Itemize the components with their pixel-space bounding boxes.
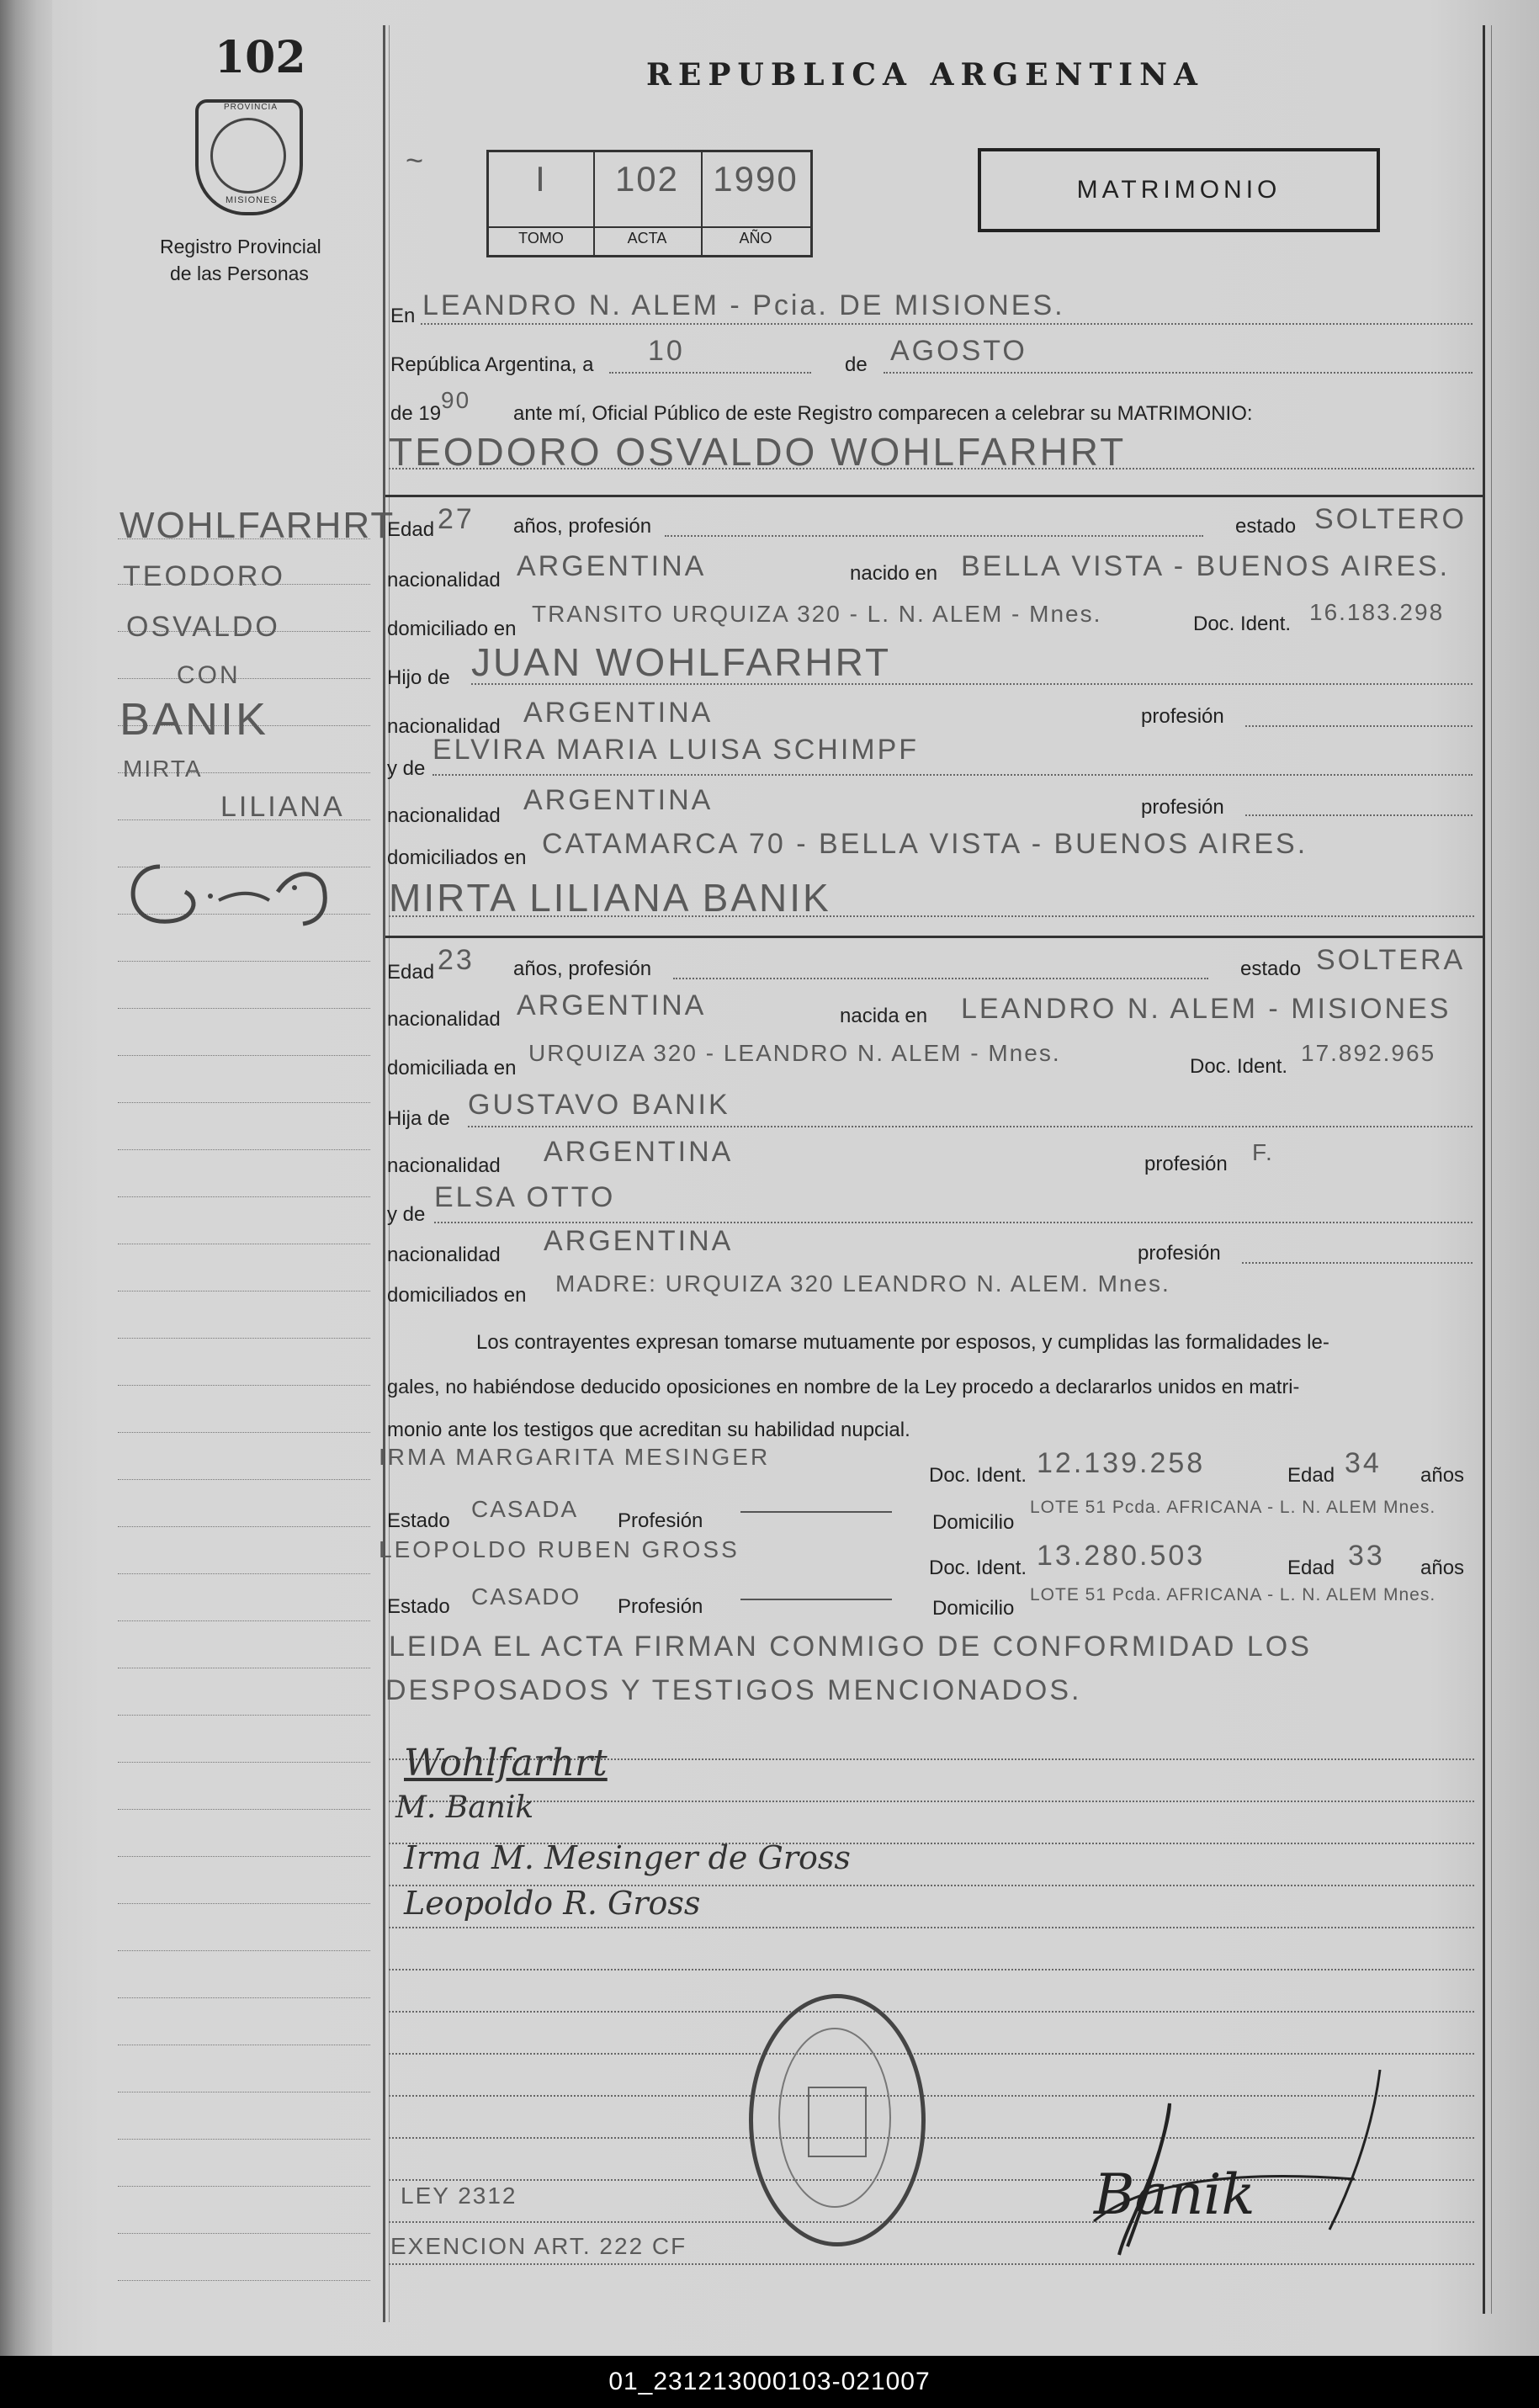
acta-cell bbox=[593, 152, 703, 255]
witness1-edad-label: Edad bbox=[1287, 1464, 1335, 1487]
de-label: de bbox=[845, 353, 868, 376]
witness2-domicilio-label: Domicilio bbox=[932, 1597, 1015, 1620]
ruled-line bbox=[389, 2011, 1474, 2013]
year-prefix: de 19 bbox=[390, 402, 442, 425]
groom-father-nac: ARGENTINA bbox=[523, 697, 714, 729]
bride-mother-prof-label: profesión bbox=[1138, 1242, 1221, 1265]
groom-section-divider bbox=[385, 495, 1484, 497]
margin-line bbox=[118, 1762, 370, 1763]
margin-line bbox=[118, 1291, 370, 1292]
bride-yde-label: y de bbox=[387, 1203, 426, 1226]
acta-label: ACTA bbox=[627, 230, 667, 247]
margin-line bbox=[118, 1997, 370, 1998]
bride-parents-dom: MADRE: URQUIZA 320 LEANDRO N. ALEM. Mnes. bbox=[555, 1270, 1170, 1297]
groom-father-nac-label: nacionalidad bbox=[387, 715, 501, 738]
bride-estado: SOLTERA bbox=[1316, 944, 1466, 976]
republica-label: República Argentina, a bbox=[390, 353, 594, 376]
groom-parents-dom: CATAMARCA 70 - BELLA VISTA - BUENOS AIRES. bbox=[542, 828, 1308, 860]
anio-label: AÑO bbox=[739, 230, 772, 247]
record-number-box bbox=[486, 150, 813, 257]
registry-name-2: de las Personas bbox=[170, 263, 309, 284]
witness2-age: 33 bbox=[1348, 1540, 1385, 1572]
right-border-line-inner bbox=[1491, 25, 1492, 2314]
witness1-profesion-label: Profesión bbox=[618, 1509, 703, 1532]
day-line bbox=[609, 372, 811, 374]
bride-domicilio: URQUIZA 320 - LEANDRO N. ALEM - Mnes. bbox=[528, 1040, 1061, 1066]
day-value: 10 bbox=[648, 335, 685, 367]
bride-edad-label: Edad bbox=[387, 961, 435, 984]
margin-surname-groom: WOHLFARHRT bbox=[119, 505, 395, 546]
margin-line bbox=[118, 1620, 370, 1621]
margin-line bbox=[118, 1196, 370, 1197]
signature-witness1: Irma M. Mesinger de Gross bbox=[404, 1839, 851, 1876]
bride-birthplace: LEANDRO N. ALEM - MISIONES bbox=[961, 993, 1451, 1025]
groom-doc-label: Doc. Ident. bbox=[1193, 613, 1292, 635]
margin-line bbox=[118, 1479, 370, 1480]
margin-line bbox=[118, 1055, 370, 1056]
margin-line bbox=[118, 1526, 370, 1527]
bride-mother-prof-line bbox=[1242, 1262, 1473, 1264]
en-label: En bbox=[390, 305, 416, 327]
book-binding bbox=[0, 0, 52, 2356]
groom-yde-label: y de bbox=[387, 757, 426, 780]
margin-line bbox=[118, 1102, 370, 1103]
month-line bbox=[884, 372, 1473, 374]
margin-line bbox=[118, 1385, 370, 1386]
closing-line-2: DESPOSADOS Y TESTIGOS MENCIONADOS. bbox=[385, 1674, 1082, 1706]
bride-father-nac: ARGENTINA bbox=[544, 1136, 734, 1168]
witness1-doc: 12.139.258 bbox=[1037, 1447, 1206, 1479]
logo-text-bottom: MISIONES bbox=[226, 195, 278, 205]
margin-line bbox=[118, 1573, 370, 1574]
place-line bbox=[421, 323, 1473, 325]
bride-father-nac-label: nacionalidad bbox=[387, 1154, 501, 1177]
witness2-estado: CASADO bbox=[471, 1583, 581, 1610]
witness2-doc-label: Doc. Ident. bbox=[929, 1557, 1027, 1579]
margin-line bbox=[118, 2233, 370, 2234]
bride-profesion-label: años, profesión bbox=[513, 957, 652, 980]
place-value: LEANDRO N. ALEM - Pcia. DE MISIONES. bbox=[422, 289, 1065, 321]
groom-father-prof-label: profesión bbox=[1141, 705, 1224, 728]
groom-estado: SOLTERO bbox=[1314, 503, 1467, 535]
witness2-doc: 13.280.503 bbox=[1037, 1540, 1206, 1572]
witness1-doc-label: Doc. Ident. bbox=[929, 1464, 1027, 1487]
bride-section-divider bbox=[385, 936, 1484, 938]
bride-nacionalidad: ARGENTINA bbox=[517, 989, 707, 1021]
groom-mother-nac-label: nacionalidad bbox=[387, 804, 501, 827]
margin-surname-bride: BANIK bbox=[119, 694, 269, 745]
witness1-age: 34 bbox=[1345, 1447, 1382, 1479]
groom-profesion-label: años, profesión bbox=[513, 515, 652, 538]
margin-fold-line bbox=[383, 25, 385, 2322]
official-signature-flourish-icon bbox=[1077, 2053, 1430, 2272]
margin-line bbox=[118, 1903, 370, 1904]
groom-full-name: TEODORO OSVALDO WOHLFARHRT bbox=[389, 430, 1127, 474]
bride-father-line bbox=[468, 1126, 1473, 1127]
anio-value: 1990 bbox=[713, 159, 799, 199]
groom-doc: 16.183.298 bbox=[1309, 599, 1445, 625]
bride-father-prof: F. bbox=[1252, 1139, 1274, 1165]
witness1-name: IRMA MARGARITA MESINGER bbox=[379, 1444, 771, 1470]
bride-mother-nac: ARGENTINA bbox=[544, 1225, 734, 1257]
tomo-label: TOMO bbox=[518, 230, 564, 247]
bride-mother-nac-label: nacionalidad bbox=[387, 1244, 501, 1266]
groom-nacionalidad: ARGENTINA bbox=[517, 550, 707, 582]
groom-hijo-label: Hijo de bbox=[387, 666, 450, 689]
groom-nacionalidad-label: nacionalidad bbox=[387, 569, 501, 591]
margin-name-bride-1: MIRTA bbox=[123, 756, 203, 782]
bride-nacida-label: nacida en bbox=[840, 1005, 928, 1027]
intro-text: ante mí, Oficial Público de este Registro comparecen a celebrar su MATRIMONIO: bbox=[513, 402, 1253, 425]
groom-birthplace: BELLA VISTA - BUENOS AIRES. bbox=[961, 550, 1451, 582]
page-number: 102 bbox=[215, 32, 306, 83]
witness2-edad-label: Edad bbox=[1287, 1557, 1335, 1579]
ruled-line bbox=[389, 1801, 1474, 1802]
margin-name-groom-2: OSVALDO bbox=[126, 611, 280, 643]
bride-parents-dom-label: domiciliados en bbox=[387, 1284, 527, 1307]
margin-name-bride-2: LILIANA bbox=[220, 791, 345, 823]
declaration-line-1: Los contrayentes expresan tomarse mutuamente por esposos, y cumplidas las formalidades le- bbox=[476, 1331, 1329, 1354]
margin-line bbox=[118, 1008, 370, 1009]
bride-name-line bbox=[389, 915, 1474, 917]
country-title: REPUBLICA ARGENTINA bbox=[646, 57, 1204, 93]
witness2-domicilio: LOTE 51 Pcda. AFRICANA - L. N. ALEM Mnes. bbox=[1030, 1585, 1436, 1604]
margin-line bbox=[118, 2139, 370, 2140]
groom-domicilio: TRANSITO URQUIZA 320 - L. N. ALEM - Mnes. bbox=[532, 601, 1102, 627]
witness1-estado: CASADA bbox=[471, 1496, 579, 1522]
bride-mother: ELSA OTTO bbox=[434, 1181, 616, 1213]
declaration-line-3: monio ante los testigos que acreditan su habilidad nupcial. bbox=[387, 1419, 910, 1441]
tomo-value: I bbox=[535, 159, 547, 199]
margin-line bbox=[118, 2186, 370, 2187]
bride-domiciliada-label: domiciliada en bbox=[387, 1057, 517, 1079]
bride-father: GUSTAVO BANIK bbox=[468, 1089, 730, 1121]
margin-line bbox=[118, 1950, 370, 1951]
acta-value: 102 bbox=[614, 159, 680, 199]
groom-age: 27 bbox=[438, 503, 475, 535]
right-border-line bbox=[1483, 25, 1485, 2314]
groom-parents-dom-label: domiciliados en bbox=[387, 846, 527, 869]
bride-estado-label: estado bbox=[1240, 957, 1302, 980]
witness1-domicilio: LOTE 51 Pcda. AFRICANA - L. N. ALEM Mnes. bbox=[1030, 1498, 1436, 1517]
margin-line bbox=[118, 1809, 370, 1810]
witness2-name: LEOPOLDO RUBEN GROSS bbox=[379, 1536, 740, 1562]
witness1-anios-label: años bbox=[1420, 1464, 1465, 1487]
groom-mother-nac: ARGENTINA bbox=[523, 784, 714, 816]
anio-cell bbox=[701, 152, 810, 255]
groom-domiciliado-label: domiciliado en bbox=[387, 618, 517, 640]
record-type-box: MATRIMONIO bbox=[978, 148, 1380, 232]
margin-line bbox=[118, 1338, 370, 1339]
witness1-estado-label: Estado bbox=[387, 1509, 450, 1532]
groom-father-line bbox=[471, 683, 1473, 685]
signature-official: Banik bbox=[1094, 2162, 1255, 2227]
ruled-line bbox=[389, 1927, 1474, 1928]
closing-line-1: LEIDA EL ACTA FIRMAN CONMIGO DE CONFORMIDAD LOS bbox=[389, 1631, 1312, 1663]
groom-mother-prof-label: profesión bbox=[1141, 796, 1224, 819]
margin-line bbox=[118, 2280, 370, 2281]
groom-father-prof-line bbox=[1245, 725, 1473, 727]
groom-nacido-label: nacido en bbox=[850, 562, 938, 585]
witness1-domicilio-label: Domicilio bbox=[932, 1511, 1015, 1534]
margin-flourish-icon bbox=[109, 850, 362, 934]
groom-estado-label: estado bbox=[1235, 515, 1297, 538]
law-note: LEY 2312 bbox=[401, 2183, 517, 2209]
bride-doc-label: Doc. Ident. bbox=[1190, 1055, 1288, 1078]
registry-name: Registro Provincial bbox=[160, 236, 321, 257]
bride-nacionalidad-label: nacionalidad bbox=[387, 1008, 501, 1031]
month-value: AGOSTO bbox=[890, 335, 1027, 367]
margin-name-groom-1: TEODORO bbox=[123, 560, 285, 592]
witness2-anios-label: años bbox=[1420, 1557, 1465, 1579]
bride-age: 23 bbox=[438, 944, 475, 976]
witness2-profesion-line bbox=[740, 1599, 892, 1600]
margin-line bbox=[118, 961, 370, 962]
year-suffix: 90 bbox=[441, 387, 471, 413]
bride-father-prof-label: profesión bbox=[1144, 1153, 1228, 1175]
margin-con: CON bbox=[177, 661, 241, 689]
signature-witness2: Leopoldo R. Gross bbox=[404, 1885, 701, 1922]
groom-edad-label: Edad bbox=[387, 518, 435, 541]
bride-hija-label: Hija de bbox=[387, 1107, 450, 1130]
witness1-profesion-line bbox=[740, 1511, 892, 1513]
groom-mother: ELVIRA MARIA LUISA SCHIMPF bbox=[433, 734, 920, 766]
bride-profesion-line bbox=[673, 978, 1208, 979]
margin-line bbox=[118, 1149, 370, 1150]
registry-logo-emblem bbox=[210, 118, 286, 194]
margin-line bbox=[118, 1715, 370, 1716]
bride-doc: 17.892.965 bbox=[1301, 1040, 1436, 1066]
tomo-cell bbox=[489, 152, 595, 255]
witness2-estado-label: Estado bbox=[387, 1595, 450, 1618]
logo-text-top: PROVINCIA bbox=[224, 103, 279, 112]
footer-file-id: 01_231213000103-021007 bbox=[0, 2356, 1539, 2408]
witness2-profesion-label: Profesión bbox=[618, 1595, 703, 1618]
margin-mark: ~ bbox=[406, 143, 427, 178]
bride-mother-line bbox=[434, 1222, 1473, 1223]
margin-line bbox=[118, 1432, 370, 1433]
signature-groom: Wohlfarhrt bbox=[404, 1742, 608, 1785]
groom-mother-line bbox=[433, 774, 1473, 776]
groom-profesion-line bbox=[665, 535, 1203, 537]
declaration-line-2: gales, no habiéndose deducido oposiciones en nombre de la Ley procedo a declararlos unidos en matri- bbox=[387, 1376, 1300, 1398]
groom-father: JUAN WOHLFARHRT bbox=[471, 640, 892, 684]
margin-line bbox=[118, 1856, 370, 1857]
margin-line bbox=[118, 678, 370, 679]
groom-mother-prof-line bbox=[1245, 814, 1473, 816]
official-seal-emblem bbox=[808, 2087, 867, 2157]
bride-full-name: MIRTA LILIANA BANIK bbox=[389, 876, 831, 920]
ruled-line bbox=[389, 1969, 1474, 1970]
exemption-note: EXENCION ART. 222 CF bbox=[390, 2233, 687, 2259]
signature-bride: M. Banik bbox=[395, 1790, 534, 1825]
groom-name-line bbox=[389, 468, 1474, 469]
